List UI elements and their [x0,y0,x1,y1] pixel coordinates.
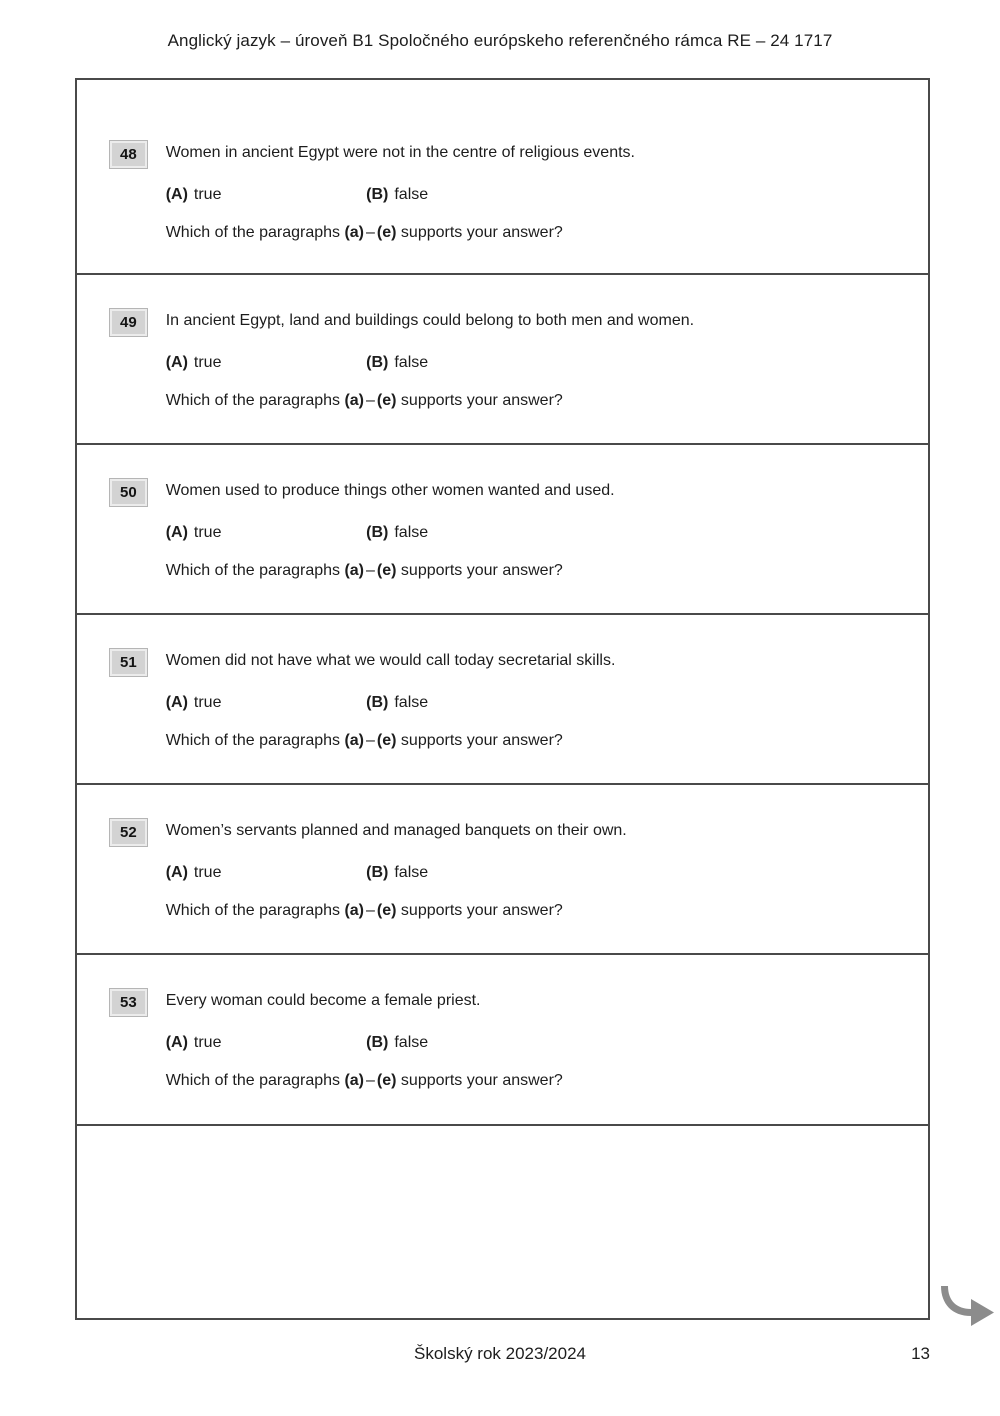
which-e: (e) [376,732,397,749]
option-a-text: true [193,694,222,711]
question-row-53 [77,955,928,1126]
option-b-text: false [394,694,429,711]
question-statement: Women did not have what we would call today secretarial skills. [165,652,616,669]
which-dash: – [366,902,375,919]
option-a-text: true [193,186,222,203]
question-statement: Women used to produce things other women wanted and used. [165,482,615,499]
question-number-badge: 49 [110,309,147,336]
page-number: 13 [911,1344,930,1363]
empty-row [77,1126,928,1318]
page-footer [0,1344,1000,1364]
option-a [166,864,362,882]
question-number-badge: 50 [110,479,147,506]
which-e: (e) [376,392,397,409]
which-e: (e) [376,224,397,241]
which-prefix: Which of the paragraphs [165,392,345,409]
school-year: Školský rok 2023/2024 [414,1344,586,1363]
question-number-badge: 48 [110,141,147,168]
option-b [366,864,428,882]
question-row-50 [77,445,928,615]
which-a: (a) [344,732,365,749]
question-content [166,822,627,920]
question-number-badge: 53 [110,989,147,1016]
which-prefix: Which of the paragraphs [165,732,345,749]
option-b-text: false [394,524,429,541]
page-header [0,31,1000,51]
option-a-label: (A) [165,694,188,711]
question-content [166,482,615,580]
which-dash: – [366,562,375,579]
option-a-text: true [193,354,222,371]
option-b-text: false [394,1034,429,1051]
question-number-badge: 52 [110,819,147,846]
option-a-label: (A) [165,186,188,203]
option-b-label: (B) [366,694,389,711]
option-b [366,694,428,712]
option-b-text: false [394,354,429,371]
option-a [166,1034,362,1052]
which-a: (a) [344,224,365,241]
question-content [166,652,616,750]
which-e: (e) [376,1072,397,1089]
option-b-label: (B) [366,1034,389,1051]
option-a [166,524,362,542]
option-b-label: (B) [366,354,389,371]
option-a-label: (A) [165,1034,188,1051]
answer-options [166,1034,563,1052]
question-row-48 [77,80,928,275]
question-statement: Women in ancient Egypt were not in the centre of religious events. [165,144,635,161]
option-a-text: true [193,524,222,541]
which-a: (a) [344,562,365,579]
which-suffix: supports your answer? [396,224,563,241]
question-row-51 [77,615,928,785]
answer-options [166,524,615,542]
answer-options [166,694,616,712]
question-row-49 [77,275,928,445]
option-b [366,1034,428,1052]
question-statement: In ancient Egypt, land and buildings could belong to both men and women. [165,312,695,329]
which-prefix: Which of the paragraphs [165,902,345,919]
which-a: (a) [344,902,365,919]
answer-options [166,864,627,882]
which-suffix: supports your answer? [396,392,563,409]
which-e: (e) [376,562,397,579]
option-a [166,186,362,204]
option-a-text: true [193,1034,222,1051]
option-a-label: (A) [165,864,188,881]
which-suffix: supports your answer? [396,562,563,579]
page-title: Anglický jazyk – úroveň B1 Spoločného európskeho referenčného rámca RE – 24 1717 [167,31,833,50]
question-statement: Every woman could become a female priest. [165,992,481,1009]
question-table [75,78,930,1320]
option-b [366,524,428,542]
paragraph-question [166,392,694,410]
which-a: (a) [344,1072,365,1089]
question-content [166,312,694,410]
answer-options [166,186,635,204]
option-a [166,694,362,712]
which-prefix: Which of the paragraphs [165,224,345,241]
paragraph-question [166,732,616,750]
option-b-text: false [394,864,429,881]
option-a-label: (A) [165,354,188,371]
paragraph-question [166,1072,563,1090]
which-dash: – [366,1072,375,1089]
which-prefix: Which of the paragraphs [165,562,345,579]
question-content [166,144,635,242]
option-b [366,354,428,372]
option-b [366,186,428,204]
answer-options [166,354,694,372]
which-a: (a) [344,392,365,409]
option-a-text: true [193,864,222,881]
which-prefix: Which of the paragraphs [165,1072,345,1089]
option-b-label: (B) [366,864,389,881]
next-page-arrow-icon [938,1286,996,1326]
which-dash: – [366,392,375,409]
paragraph-question [166,562,615,580]
option-a-label: (A) [165,524,188,541]
paragraph-question [166,902,627,920]
which-e: (e) [376,902,397,919]
question-content [166,992,563,1090]
which-suffix: supports your answer? [396,902,563,919]
which-dash: – [366,732,375,749]
option-a [166,354,362,372]
option-b-label: (B) [366,524,389,541]
which-dash: – [366,224,375,241]
option-b-text: false [394,186,429,203]
question-row-52 [77,785,928,955]
option-b-label: (B) [366,186,389,203]
paragraph-question [166,224,635,242]
which-suffix: supports your answer? [396,1072,563,1089]
which-suffix: supports your answer? [396,732,563,749]
question-number-badge: 51 [110,649,147,676]
question-statement: Women’s servants planned and managed banquets on their own. [165,822,627,839]
